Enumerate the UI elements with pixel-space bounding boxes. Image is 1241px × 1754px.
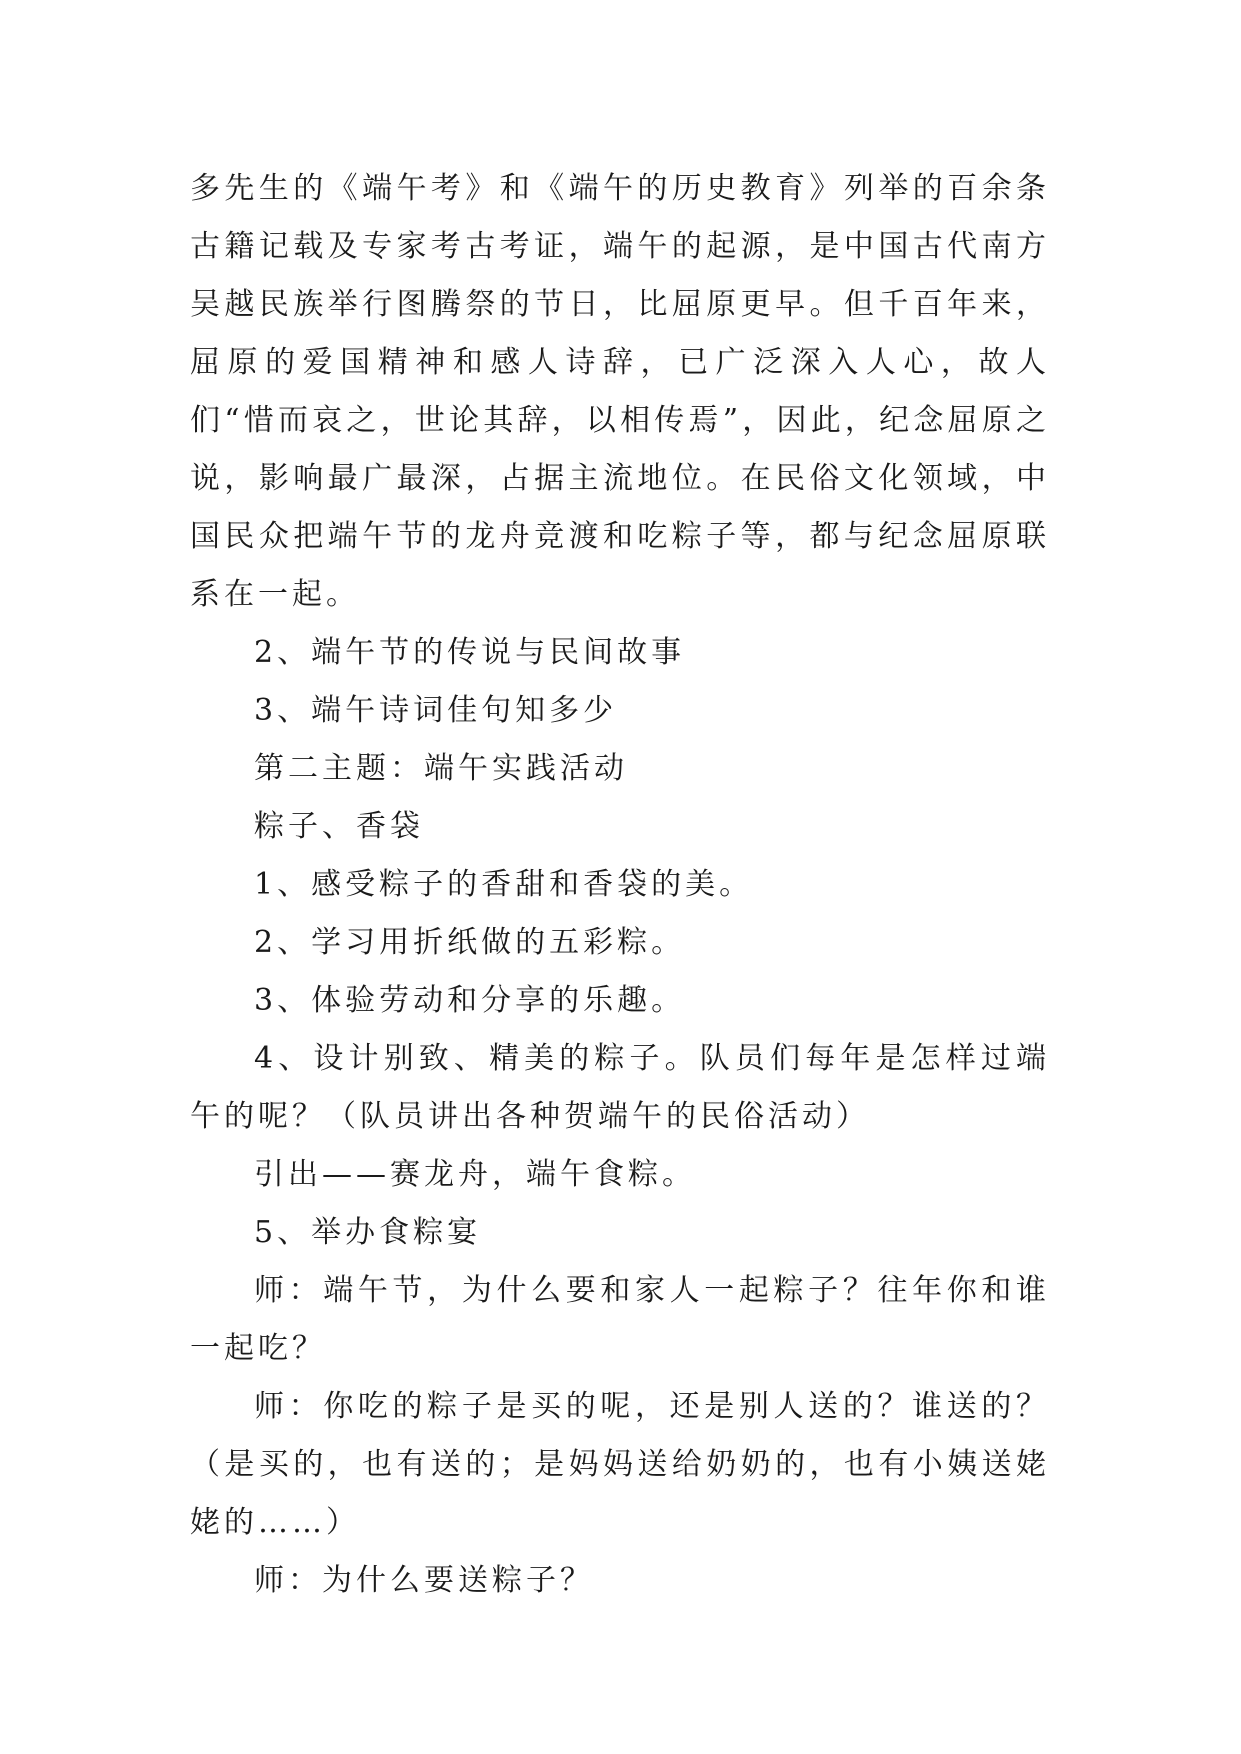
- paragraph-poems: 3、端午诗词佳句知多少: [254, 693, 618, 728]
- paragraph-legends: 2、端午节的传说与民间故事: [254, 635, 686, 670]
- paragraph-lead-out: 引出——赛龙舟，端午食粽。: [254, 1157, 696, 1192]
- paragraph-teacher-question-2: 师：你吃的粽子是买的呢，还是别人送的？谁送的？（是买的，也有送的；是妈妈送给奶奶的，也有小姨送姥姥的……）: [190, 1389, 1050, 1540]
- paragraph-item-4: 4、设计别致、精美的粽子。队员们每年是怎样过端午的呢？（队员讲出各种贺端午的民俗活动）: [190, 1041, 1050, 1134]
- paragraph-item-5: 5、举办食粽宴: [254, 1215, 482, 1250]
- paragraph-teacher-question-3: 师：为什么要送粽子？: [254, 1563, 594, 1598]
- paragraph-item-2: 2、学习用折纸做的五彩粽。: [254, 925, 686, 960]
- paragraph-theme-two: 第二主题：端午实践活动: [254, 751, 628, 786]
- paragraph-zongzi-sachet: 粽子、香袋: [254, 809, 424, 844]
- paragraph-origin: 多先生的《端午考》和《端午的历史教育》列举的百余条古籍记载及专家考古考证，端午的起源，是中国古代南方吴越民族举行图腾祭的节日，比屈原更早。但千百年来，屈原的爱国精神和感人诗辞，已广泛深入人心，故人们“惜而哀之，世论其辞，以相传焉”，因此，纪念屈原之说，影响最广最深，占据主流地位。在民俗文化领域，中国民众把端午节的龙舟竞渡和吃粽子等，都与纪念屈原联系在一起。: [190, 171, 1050, 612]
- paragraph-teacher-question-1: 师：端午节，为什么要和家人一起粽子？往年你和谁一起吃？: [190, 1273, 1050, 1366]
- document-body: [190, 160, 1050, 1610]
- paragraph-item-1: 1、感受粽子的香甜和香袋的美。: [254, 867, 754, 902]
- paragraph-item-3: 3、体验劳动和分享的乐趣。: [254, 983, 686, 1018]
